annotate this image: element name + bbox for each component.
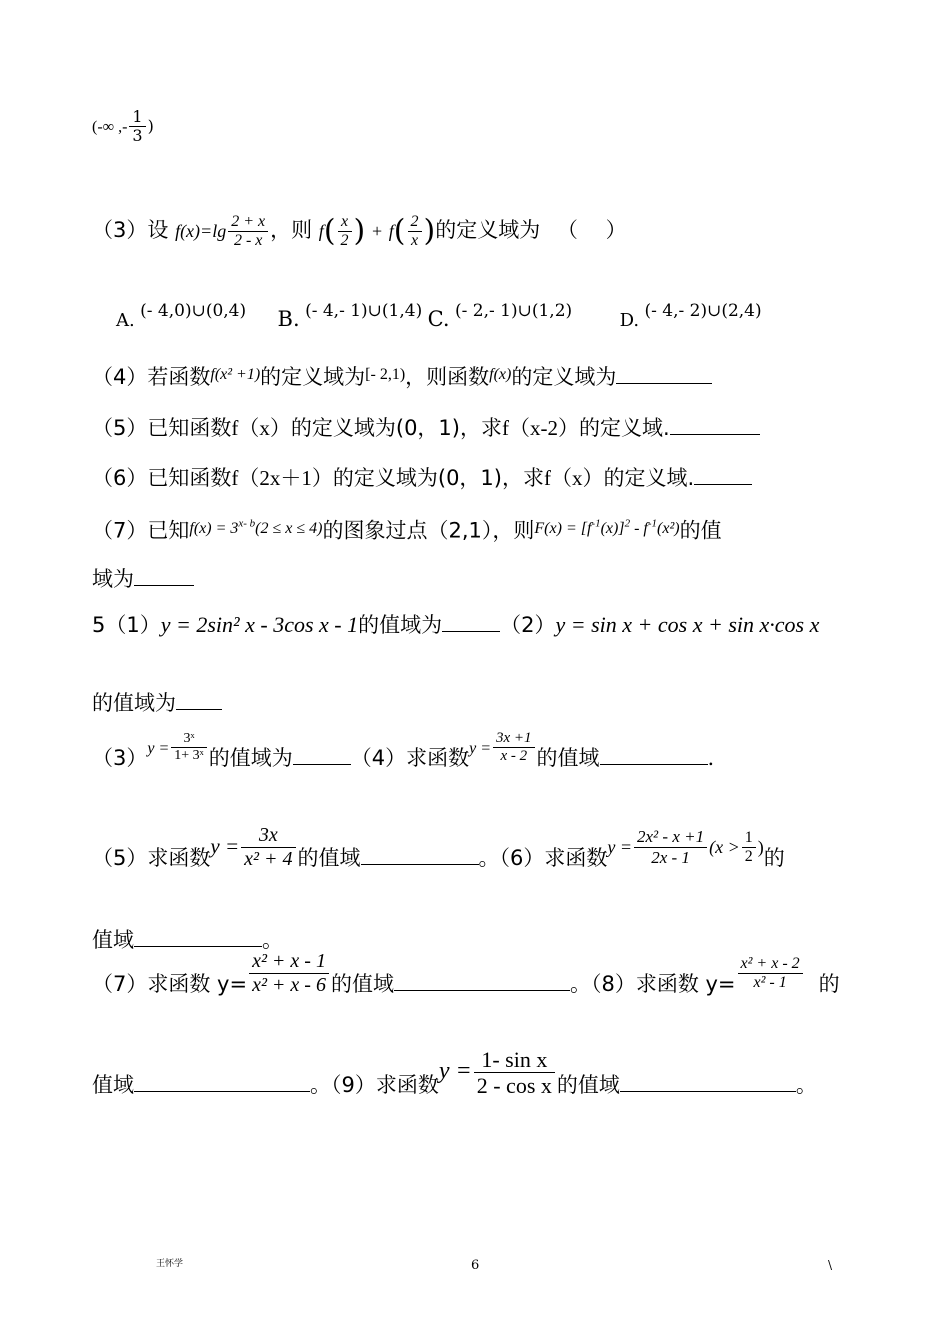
option-c-label: C.	[427, 307, 450, 331]
part5-line1: 5（1）y = 2sin² x - 3cos x - 1的值域为 （2）y = sin x + cos x + sin x·cos x	[92, 612, 820, 637]
q3-expr-f2: f	[388, 221, 394, 241]
q3-expr-frac2: $\frac{2}{x}$	[408, 213, 422, 251]
option-d-label: D.	[619, 310, 640, 331]
question-5: （5）已知函数f（x）的定义域为(0，1)，求f（x-2）的定义域.	[92, 415, 760, 441]
part5-line3: $(3)^{y =}$ $\frac{\text{3ˣ}}{\text{1+ 3ˣ}}$ 的值域为 （4）求函数$^{y =}$ $\frac{3x +1}{x - 2}$ 的值域 .	[92, 729, 715, 770]
p5-3-fraction: $\frac{\text{3ˣ}}{\text{1+ 3ˣ}}$	[171, 731, 206, 764]
p5-7-answer-blank[interactable]	[394, 972, 570, 991]
option-b-value: (- 4,- 1)∪(1,4)	[305, 301, 423, 321]
part5-line5-cont: 值域 。	[92, 928, 283, 952]
p5-7-fraction: $\frac{\text{x² + x - 1}}{\text{x² + x - 6}}$	[249, 950, 329, 997]
q3-expr-plus: +	[371, 221, 383, 241]
p5-4-fraction: $\frac{3x +1}{x - 2}$	[493, 730, 535, 766]
q3-options	[116, 301, 762, 334]
option-a-label: A.	[116, 310, 135, 331]
p5-4-answer-blank[interactable]	[600, 746, 708, 765]
p5-2-answer-blank[interactable]	[176, 691, 222, 710]
q3-f-def: f(x)=lg	[175, 221, 227, 241]
p5-8-fraction: $\frac{\text{x² + x - 2}}{\text{x² - 1}}$	[738, 955, 803, 993]
q5-answer-blank[interactable]	[670, 416, 760, 435]
q7-answer-blank[interactable]	[134, 567, 194, 586]
option-a-value: (- 4,0)∪(0,4)	[140, 301, 247, 321]
p5-1-answer-blank[interactable]	[442, 613, 500, 632]
q3-then: ，则	[270, 218, 313, 242]
q5-f: f（x）	[231, 416, 291, 440]
part5-line7: （7）求函数 y= $\frac{\text{x² + x - 1}}{\text{x² + x - 6}}$ 的值域 。（8）求函数 y= $\frac{\text{x² + x - 2}}{\text{x² - 1}}$ 的	[92, 950, 840, 996]
q7-f: $f(x) = 3^{x- b}(2 \le x \le 4)$	[189, 518, 323, 538]
q4-f2: f(x)	[489, 366, 512, 383]
question-3: （3）设 f(x)=lg $\frac{2 + x}{2 - x}$ ，则 f( $\frac{x}{2}$ ) + f( $\frac{2}{x}$ )的定义域为 （ ）	[92, 212, 627, 249]
p5-5-fraction: $\frac{3x}{\text{x² + 4}}$	[241, 824, 295, 871]
q4-f1: f(x² +1)	[210, 366, 261, 383]
q4-answer-blank[interactable]	[616, 365, 712, 384]
p5-eq2: y = sin x + cos x + sin x·cos x	[555, 612, 820, 637]
question-4: （4）若函数$^{f(x^2 +1)}$的定义域为$^{[- 2,1)}$，则函数$^{f(x)}$的定义域为	[92, 364, 712, 393]
line-top-interval: (-∞ ,- $\frac{1}{3}$ )	[92, 107, 154, 146]
p5-9-answer-blank[interactable]	[620, 1073, 796, 1092]
p5-8-answer-blank[interactable]	[134, 1073, 310, 1092]
option-c-value: (- 2,- 1)∪(1,2)	[455, 301, 573, 321]
option-d-value: (- 4,- 2)∪(2,4)	[644, 301, 762, 321]
p5-6-fraction: $\frac{\text{2x² - x +1}}{2x - 1}$	[634, 827, 707, 867]
q3-label: （3）设	[92, 218, 169, 242]
option-b-label: B.	[277, 307, 300, 331]
question-6: （6）已知函数f（2x＋1）的定义域为(0，1)，求f（x）的定义域.	[92, 465, 752, 491]
p5-6-cond-fraction: $\frac{1}{2}$	[742, 829, 756, 867]
p5-eq1: y = 2sin² x - 3cos x - 1	[160, 612, 359, 637]
footer-mark: \	[828, 1258, 833, 1272]
page-number: 6	[471, 1258, 480, 1273]
q6-answer-blank[interactable]	[694, 466, 752, 485]
fraction-one-third: $\frac{1}{3}$	[129, 108, 145, 146]
question-7-cont: 域为	[92, 566, 194, 592]
p5-9-fraction: $\frac{\text{1- sin x}}{\text{2 - cos x}}$	[474, 1047, 555, 1099]
part5-line5: （5）求函数y = $\frac{3x}{\text{x² + 4}}$ 的值域 。（6）求函数y = $\frac{\text{2x² - x +1}}{2x - 1}$ (x > $\frac{1}{2}$ )的	[92, 824, 785, 870]
q7-F: $F(x) = [f^{-1}(x)]^2 - f^{-1}(x^2)$	[534, 518, 680, 538]
part5-line9: 值域 。（9）求函数y = $\frac{\text{1- sin x}}{\text{2 - cos x}}$ 的值域 。	[92, 1046, 817, 1098]
q6-f: f（2x＋1）	[231, 466, 333, 490]
p5-3-answer-blank[interactable]	[293, 746, 351, 765]
q3-tail: 的定义域为	[435, 218, 541, 242]
q3-answer-paren: （ ）	[556, 218, 627, 242]
footer-author: 王怀学	[156, 1259, 184, 1269]
q6-g: f（x）	[543, 466, 604, 490]
q3-f-fraction: $\frac{2 + x}{2 - x}$	[228, 213, 268, 251]
q3-expr-frac1: $\frac{x}{2}$	[338, 213, 352, 251]
interval-text: (-∞ ,-	[92, 118, 128, 136]
p5-5-answer-blank[interactable]	[361, 846, 479, 865]
q5-g: f（x-2）	[501, 416, 579, 440]
part5-line1-cont: 的值域为	[92, 690, 222, 716]
p5-6-answer-blank[interactable]	[134, 928, 262, 947]
question-7: （7）已知$f(x) = 3^{x- b}(2 \le x \le 4)$的图象过点（2,1），则$F(x) = [f^{-1}(x)]^2 - f^{-1}(x^2)$的值	[92, 518, 722, 543]
q3-expr-f1: f	[318, 221, 324, 241]
q4-domain: [- 2,1)	[365, 366, 406, 383]
